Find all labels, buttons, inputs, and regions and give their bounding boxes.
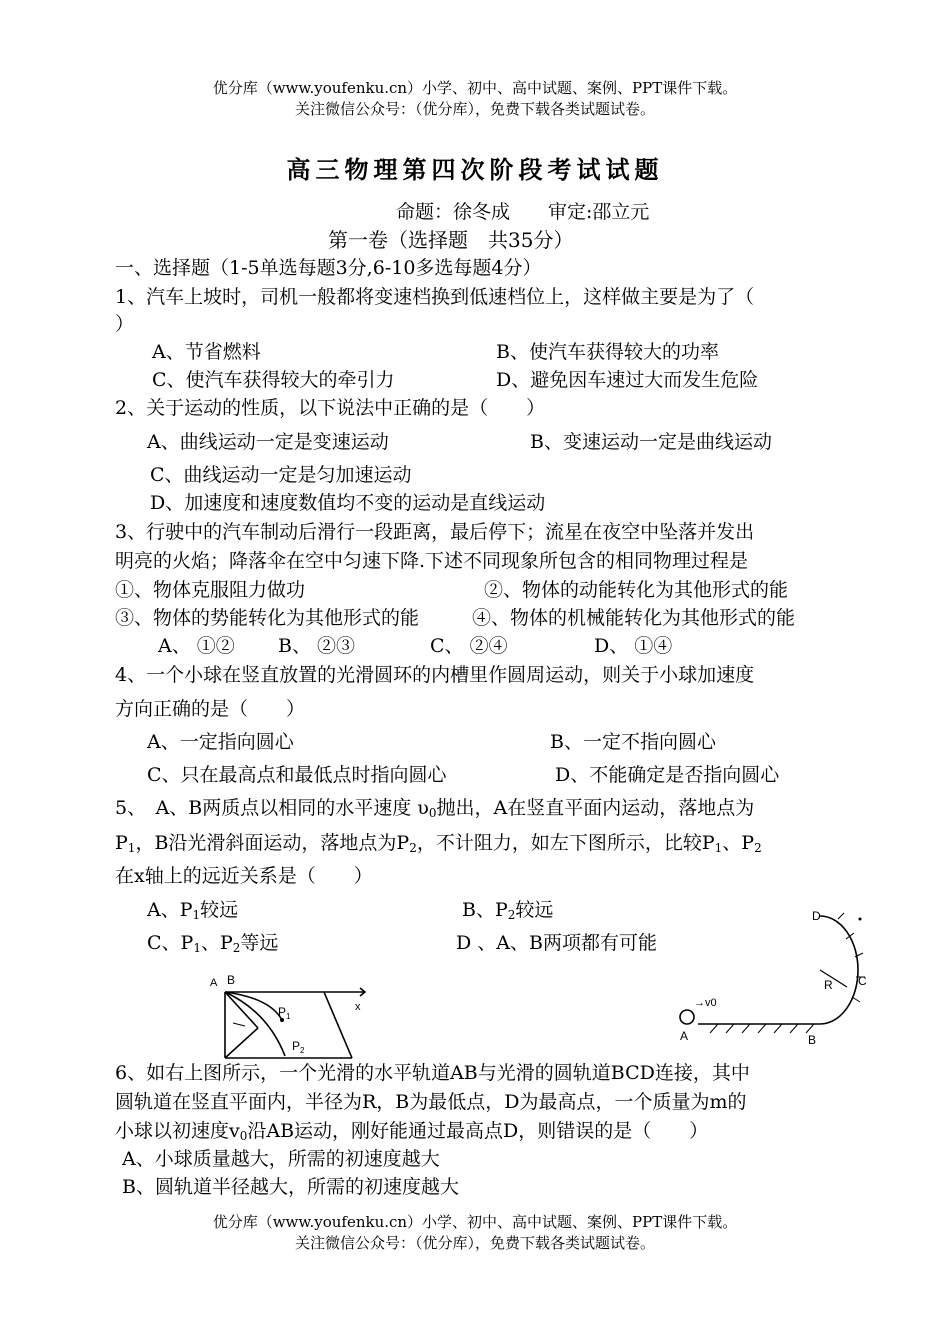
q2-stem: 2、关于运动的性质，以下说法中正确的是（ ） xyxy=(115,397,546,419)
circular-track xyxy=(820,916,858,1024)
q6-stem-line2: 圆轨道在竖直平面内，半径为R，B为最低点，D为最高点，一个质量为m的 xyxy=(115,1091,747,1113)
q5-stem-line3: 在x轴上的远近关系是（ ） xyxy=(115,865,373,887)
label-a: A xyxy=(210,977,218,989)
q5-option-a: A、$P_1$较远 xyxy=(147,899,239,922)
q3-stem-line2: 明亮的火焰；降落伞在空中匀速下降.下述不同现象所包含的相同物理过程是 xyxy=(115,550,749,572)
q4-stem-line1: 4、一个小球在竖直放置的光滑圆环的内槽里作圆周运动，则关于小球加速度 xyxy=(115,664,755,686)
q3-statement-4: ④、物体的机械能转化为其他形式的能 xyxy=(472,607,796,629)
q2-option-d: D、加速度和速度数值均不变的运动是直线运动 xyxy=(150,492,546,514)
q3-option-c: C、 ②④ xyxy=(430,635,508,657)
q3-statement-3: ③、物体的势能转化为其他形式的能 xyxy=(115,607,420,629)
q1-option-c: C、使汽车获得较大的牵引力 xyxy=(152,369,395,391)
q2-option-c: C、曲线运动一定是匀加速运动 xyxy=(150,464,412,486)
q3-statement-1: ①、物体克服阻力做功 xyxy=(115,579,306,601)
q3-option-d: D、 ①④ xyxy=(594,635,673,657)
q4-stem-line2: 方向正确的是（ ） xyxy=(115,698,306,720)
q4-option-c: C、只在最高点和最低点时指向圆心 xyxy=(147,764,447,786)
q4-option-d: D、不能确定是否指向圆心 xyxy=(555,764,780,786)
label-b: B xyxy=(227,973,236,987)
q5-stem-line2: $P_1$，B沿光滑斜面运动，落地点为$P_2$，不计阻力，如左下图所示，比较$P_1$、$P_2$ xyxy=(115,832,762,855)
label-b: B xyxy=(808,1033,817,1047)
q1-option-a: A、节省燃料 xyxy=(152,341,261,363)
q1-stem-line2: ） xyxy=(115,313,135,335)
label-d: D xyxy=(812,909,821,923)
part-heading: 一、选择题（1-5单选每题3分,6-10多选每题4分） xyxy=(115,257,542,279)
exam-title: 高三物理第四次阶段考试试题 xyxy=(286,155,664,184)
footer-line-1: 优分库（www.youfenku.cn）小学、初中、高中试题、案例、PPT课件下载。 xyxy=(212,1213,738,1231)
label-r: R xyxy=(824,978,833,992)
q1-stem-line1: 1、汽车上坡时，司机一般都将变速档换到低速档位上，这样做主要是为了（ xyxy=(115,286,755,308)
q2-option-b: B、变速运动一定是曲线运动 xyxy=(530,431,772,453)
header-line-1: 优分库（www.youfenku.cn）小学、初中、高中试题、案例、PPT课件下载。 xyxy=(212,79,738,97)
incline-right-edge xyxy=(324,992,352,1058)
loop-track-figure xyxy=(670,905,875,1055)
q2-option-a: A、曲线运动一定是变速运动 xyxy=(147,431,389,453)
ball xyxy=(680,1010,694,1024)
exam-authors: 命题：徐冬成 审定:邵立元 xyxy=(396,201,650,223)
label-x: x xyxy=(355,1001,361,1013)
q6-stem-line3: 小球以初速度$v_0$沿AB运动，刚好能通过最高点D，则错误的是（ ） xyxy=(115,1120,709,1143)
label-v0: →v0 xyxy=(694,997,717,1009)
label-p2: $P_2$ xyxy=(292,1039,305,1055)
label-a: A xyxy=(680,1029,689,1043)
q5-option-b: B、$P_2$较远 xyxy=(462,899,554,922)
q1-option-b: B、使汽车获得较大的功率 xyxy=(496,341,719,363)
q3-statement-2: ②、物体的动能转化为其他形式的能 xyxy=(484,579,789,601)
header-line-2: 关注微信公众号：（优分库），免费下载各类试题试卷。 xyxy=(294,100,655,118)
q3-stem-line1: 3、行驶中的汽车制动后滑行一段距离，最后停下；流星在夜空中坠落并发出 xyxy=(115,521,755,543)
q4-option-b: B、一定不指向圆心 xyxy=(550,731,716,753)
q5-option-c: C、$P_1$、$P_2$等远 xyxy=(147,932,279,955)
q3-option-a: A、 ①② xyxy=(158,635,235,657)
footer-line-2: 关注微信公众号：（优分库），免费下载各类试题试卷。 xyxy=(294,1234,655,1252)
q1-option-d: D、避免因车速过大而发生危险 xyxy=(496,369,759,391)
q3-option-b: B、 ②③ xyxy=(278,635,356,657)
projectile-incline-figure xyxy=(200,968,380,1068)
section-title: 第一卷（选择题 共35分） xyxy=(328,228,574,252)
label-c: C xyxy=(858,974,867,988)
q5-option-d: D 、A、B两项都有可能 xyxy=(456,932,657,954)
q6-option-b: B、圆轨道半径越大，所需的初速度越大 xyxy=(122,1176,459,1198)
q5-stem-line1: 5、 A、B两质点以相同的水平速度 $\upsilon_0$抛出，A在竖直平面内运动，落地点为 xyxy=(115,797,755,820)
q6-stem-line1: 6、如右上图所示，一个光滑的水平轨道AB与光滑的圆轨道BCD连接，其中 xyxy=(115,1062,750,1084)
q4-option-a: A、一定指向圆心 xyxy=(147,731,294,753)
label-p1: $P_1$ xyxy=(278,1005,291,1021)
q6-option-a: A、小球质量越大，所需的初速度越大 xyxy=(122,1148,440,1170)
